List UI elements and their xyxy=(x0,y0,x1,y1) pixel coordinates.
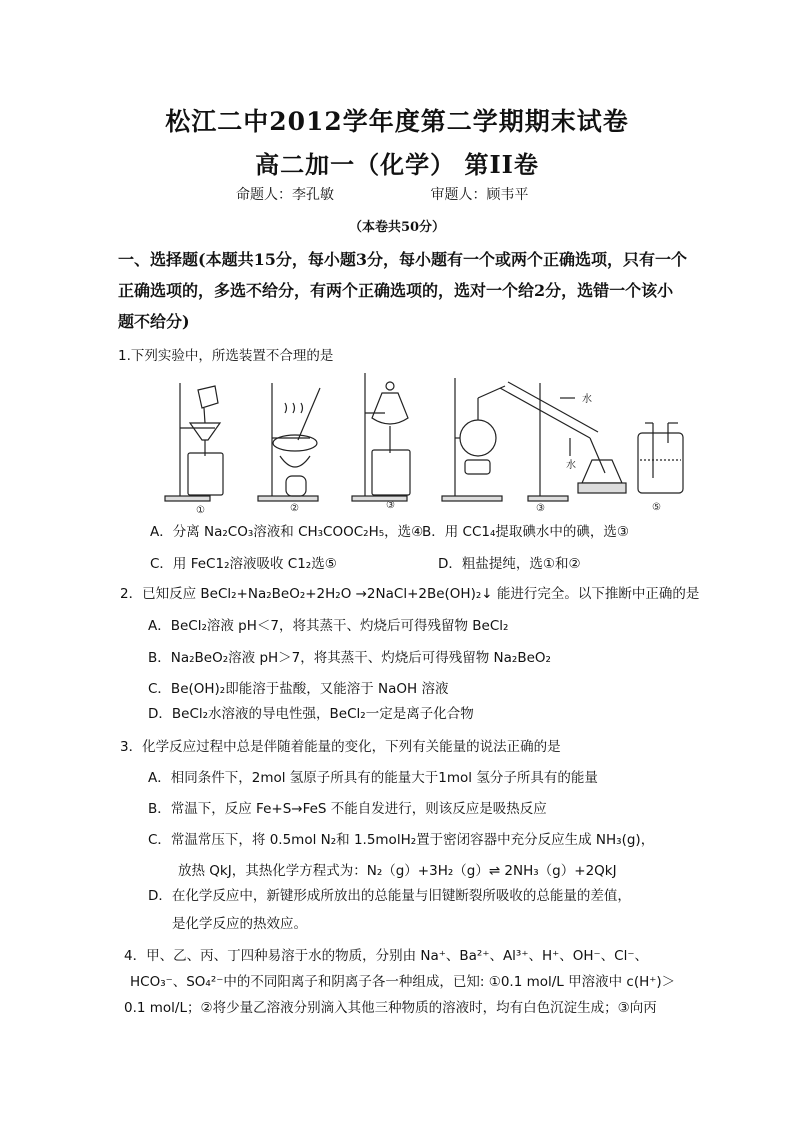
q1-stem: 1.下列实验中，所选装置不合理的是 xyxy=(118,348,334,364)
setter-name: 命题人：李孔敏 xyxy=(236,187,334,203)
q1-option-d: D．粗盐提纯，选①和② xyxy=(438,556,581,572)
q3-option-a: A．相同条件下，2mol 氢原子所具有的能量大于1mol 氢分子所具有的能量 xyxy=(148,770,598,786)
q3-option-b: B．常温下，反应 Fe+S→FeS 不能自发进行，则该反应是吸热反应 xyxy=(148,801,547,817)
q1-option-c: C．用 FeC1₂溶液吸收 C1₂选⑤ xyxy=(150,556,337,572)
apparatus-filtration xyxy=(165,383,223,501)
apparatus-figure xyxy=(160,368,690,518)
apparatus-separatory-funnel xyxy=(352,373,410,501)
apparatus-gas-washing-bottle xyxy=(638,423,683,493)
apparatus-evaporation xyxy=(258,383,320,501)
apparatus-distillation xyxy=(442,378,626,501)
q4-line-2: HCO₃⁻、SO₄²⁻中的不同阳离子和阴离子各一种组成，已知: ①0.1 mol/L 甲溶液中 c(H⁺)＞ xyxy=(130,974,676,990)
apparatus-label-4: ③ xyxy=(536,503,545,514)
q2-option-c: C．Be(OH)₂即能溶于盐酸，又能溶于 NaOH 溶液 xyxy=(148,681,449,697)
q1-option-a: A．分离 Na₂CO₃溶液和 CH₃COOC₂H₅，选④ xyxy=(150,524,424,540)
exam-subtitle: 高二加一（化学） 第II卷 xyxy=(255,150,539,179)
q3-option-d-cont: 是化学反应的热效应。 xyxy=(172,916,307,932)
q2-stem: 2．已知反应 BeCl₂+Na₂BeO₂+2H₂O →2NaCl+2Be(OH)₂↓ 能进行完全。以下推断中正确的是 xyxy=(120,586,700,602)
q3-option-d: D．在化学反应中，新键形成所放出的总能量与旧键断裂所吸收的总能量的差值， xyxy=(148,888,631,904)
water-out-label: 水 xyxy=(566,460,576,471)
q1-option-b: B．用 CC1₄提取碘水中的碘，选③ xyxy=(422,524,630,540)
score-note: （本卷共50分） xyxy=(348,220,446,235)
q3-option-c: C．常温常压下，将 0.5mol N₂和 1.5molH₂置于密闭容器中充分反应生成 NH₃(g)， xyxy=(148,832,655,848)
water-in-label: 水 xyxy=(582,394,592,405)
q4-line-1: 4．甲、乙、丙、丁四种易溶于水的物质，分别由 Na⁺、Ba²⁺、Al³⁺、H⁺、OH⁻、Cl⁻、 xyxy=(124,948,648,964)
apparatus-label-2: ② xyxy=(290,503,299,514)
section-heading: 一、选择题(本题共15分，每小题3分，每小题有一个或两个正确选项，只有一个正确选项的，多选不给分，有两个正确选项的，选对一个给2分，选错一个该小题不给分) xyxy=(118,250,687,331)
reviewer-name: 审题人：顾韦平 xyxy=(430,187,529,203)
q2-option-a: A．BeCl₂溶液 pH＜7，将其蒸干、灼烧后可得残留物 BeCl₂ xyxy=(148,618,509,634)
exam-title: 松江二中2012学年度第二学期期末试卷 xyxy=(165,107,629,136)
q2-option-b: B．Na₂BeO₂溶液 pH＞7，将其蒸干、灼烧后可得残留物 Na₂BeO₂ xyxy=(148,650,551,666)
apparatus-label-3: ③ xyxy=(386,500,395,511)
q3-stem: 3．化学反应过程中总是伴随着能量的变化，下列有关能量的说法正确的是 xyxy=(120,739,561,755)
apparatus-label-5: ⑤ xyxy=(652,502,661,513)
q3-option-c-cont: 放热 QkJ，其热化学方程式为：N₂（g）+3H₂（g）⇌ 2NH₃（g）+2QkJ xyxy=(178,863,617,879)
apparatus-label-1: ① xyxy=(196,505,205,516)
q2-option-d: D．BeCl₂水溶液的导电性强，BeCl₂一定是离子化合物 xyxy=(148,706,474,722)
q4-line-3: 0.1 mol/L；②将少量乙溶液分别滴入其他三种物质的溶液时，均有白色沉淀生成；③向丙 xyxy=(124,1000,657,1016)
author-line xyxy=(236,184,528,204)
